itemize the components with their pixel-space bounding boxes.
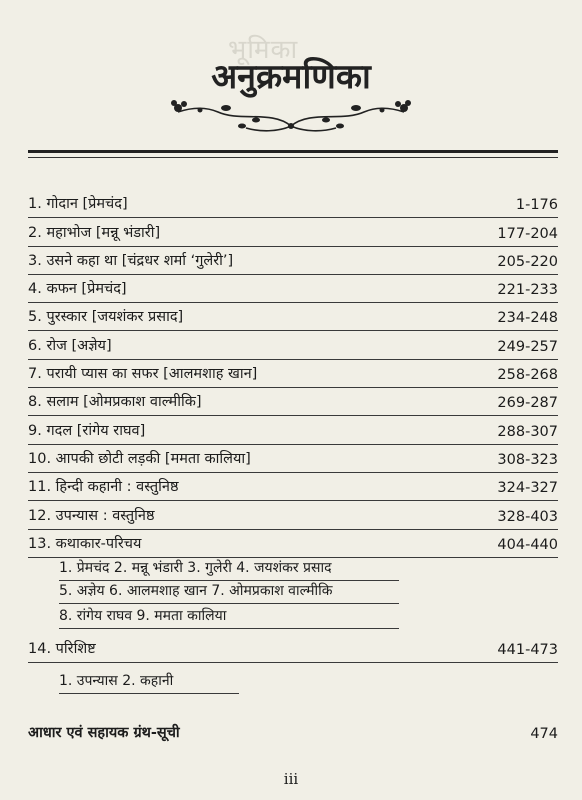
toc-entry-pages: 221-233: [497, 282, 558, 299]
toc-entry-pages: 441-473: [497, 642, 558, 659]
toc-entry-pages: 1-176: [515, 197, 558, 214]
toc-row: [28, 530, 558, 558]
toc-row: [28, 275, 558, 303]
bibliography-row: [28, 722, 558, 744]
author-list-item: 8. रांगेय राघव 9. ममता कालिया: [59, 604, 399, 629]
toc-entry-pages: 177-204: [497, 225, 558, 242]
toc-row: [28, 218, 558, 246]
toc-row: [28, 360, 558, 388]
toc-row: [28, 445, 558, 473]
toc-entry-pages: 308-323: [497, 451, 558, 468]
author-list-item: 1. प्रेमचंद 2. मन्नू भंडारी 3. गुलेरी 4. जयशंकर प्रसाद: [59, 558, 399, 581]
toc-entry-title: 7. परायी प्यास का सफर [आलमशाह खान]: [28, 366, 258, 383]
toc-entry-pages: 324-327: [497, 480, 558, 497]
table-of-contents: [28, 190, 558, 694]
toc-entry-pages: 249-257: [497, 338, 558, 355]
toc-entry-title: 2. महाभोज [मन्नू भंडारी]: [28, 224, 161, 241]
toc-entry-title: 10. आपकी छोटी लड़की [ममता कालिया]: [28, 450, 251, 467]
toc-row: [28, 473, 558, 501]
bibliography-pages: 474: [530, 726, 558, 742]
toc-entry-title: 13. कथाकार-परिचय: [28, 535, 142, 552]
page-title: अनुक्रमणिका: [211, 57, 371, 97]
page-number: iii: [283, 770, 299, 788]
toc-entry-pages: 234-248: [497, 310, 558, 327]
double-rule-bottom: [28, 157, 558, 158]
toc-row: [28, 635, 558, 663]
toc-row: [28, 416, 558, 444]
toc-row: [28, 247, 558, 275]
toc-entry-title: 14. परिशिष्ट: [28, 641, 96, 658]
bibliography-title: आधार एवं सहायक ग्रंथ-सूची: [28, 725, 180, 741]
toc-row: [28, 190, 558, 218]
double-rule-top: [28, 150, 558, 153]
toc-entry-title: 5. पुरस्कार [जयशंकर प्रसाद]: [28, 309, 184, 326]
toc-row: [28, 388, 558, 416]
toc-row: [28, 501, 558, 529]
toc-entry-title: 1. गोदान [प्रेमचंद]: [28, 196, 128, 213]
author-list-item: 5. अज्ञेय 6. आलमशाह खान 7. ओमप्रकाश वाल्मीकि: [59, 581, 399, 604]
toc-entry-title: 11. हिन्दी कहानी : वस्तुनिष्ठ: [28, 479, 179, 496]
toc-entry-title: 6. रोज [अज्ञेय]: [28, 337, 112, 354]
toc-entry-title: 3. उसने कहा था [चंद्रधर शर्मा ‘गुलेरी’]: [28, 252, 234, 269]
toc-entry-pages: 404-440: [497, 536, 558, 553]
toc-row: [28, 303, 558, 331]
toc-entry-pages: 205-220: [497, 253, 558, 270]
toc-row: [28, 331, 558, 359]
toc-entry-pages: 269-287: [497, 395, 558, 412]
toc-entry-title: 12. उपन्यास : वस्तुनिष्ठ: [28, 507, 155, 524]
toc-entry-title: 8. सलाम [ओमप्रकाश वाल्मीकि]: [28, 394, 202, 411]
toc-entry-title: 4. कफन [प्रेमचंद]: [28, 281, 127, 298]
toc-entry-title: 9. गदल [रांगेय राघव]: [28, 422, 146, 439]
bleed-through-heading: भूमिका: [228, 35, 299, 65]
appendix-list-item: 1. उपन्यास 2. कहानी: [59, 669, 239, 694]
toc-entry-pages: 328-403: [497, 508, 558, 525]
toc-entry-pages: 288-307: [497, 423, 558, 440]
floral-divider-icon: [160, 96, 422, 138]
toc-entry-pages: 258-268: [497, 367, 558, 384]
